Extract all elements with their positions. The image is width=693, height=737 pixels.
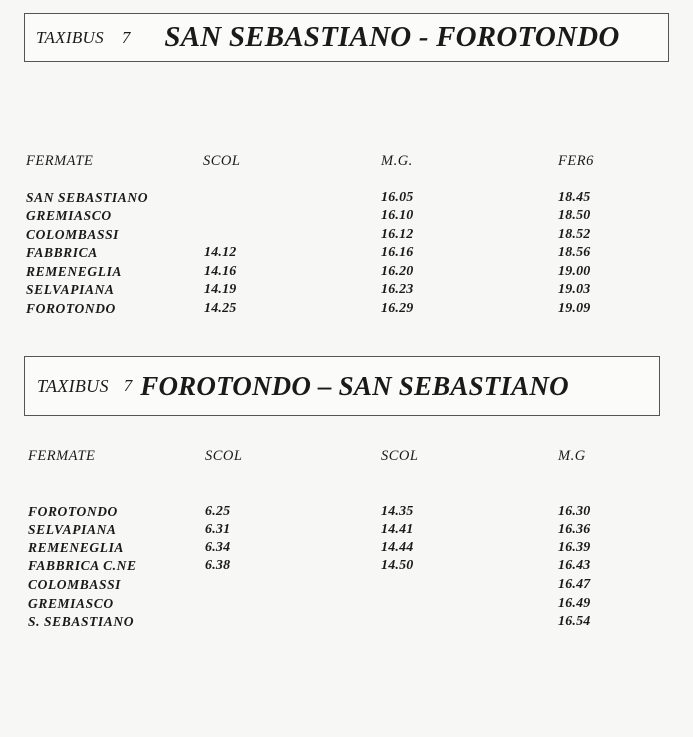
t2-header-mg: M.G <box>558 448 586 464</box>
t2-mg: 16.47 <box>558 577 591 592</box>
t1-mg: 16.12 <box>381 227 414 242</box>
timetable-1-number: 7 <box>121 27 131 47</box>
t2-mg: 16.43 <box>558 558 591 573</box>
t1-stop: GREMIASCO <box>26 208 112 223</box>
t2-mg: 16.30 <box>558 504 591 519</box>
t2-header-scol-2: SCOL <box>381 448 419 464</box>
t1-fer6: 18.45 <box>558 190 591 205</box>
t1-mg: 16.20 <box>381 264 414 279</box>
timetable-2-title-box <box>24 356 660 416</box>
t2-mg: 16.36 <box>558 522 591 537</box>
t1-fer6: 18.50 <box>558 208 591 223</box>
t1-stop: REMENEGLIA <box>26 264 123 279</box>
t2-scol-1: 6.38 <box>205 558 231 573</box>
t1-header-mg: M.G. <box>381 153 413 169</box>
timetable-1-label: TAXIBUS <box>36 27 104 47</box>
t1-stop: SELVAPIANA <box>26 282 115 297</box>
t2-stop: FOROTONDO <box>28 504 118 519</box>
t1-stop: SAN SEBASTIANO <box>26 190 149 205</box>
t1-mg: 16.10 <box>381 208 414 223</box>
t2-scol-2: 14.50 <box>381 558 414 573</box>
t2-header-scol-1: SCOL <box>205 448 243 464</box>
t1-scol: 14.16 <box>204 264 237 279</box>
t1-header-scol: SCOL <box>203 153 241 169</box>
t2-stop: S. SEBASTIANO <box>28 614 135 629</box>
t1-mg: 16.16 <box>381 245 414 260</box>
t1-header-fer6: FER6 <box>558 153 594 169</box>
t2-scol-1: 6.25 <box>205 504 231 519</box>
t2-mg: 16.49 <box>558 596 591 611</box>
t1-fer6: 19.09 <box>558 301 591 316</box>
t2-scol-1: 6.34 <box>205 540 231 555</box>
t1-fer6: 18.56 <box>558 245 591 260</box>
t1-stop: FABBRICA <box>26 245 98 260</box>
t1-mg: 16.05 <box>381 190 414 205</box>
t2-stop: GREMIASCO <box>28 596 114 611</box>
t1-scol: 14.25 <box>204 301 237 316</box>
timetable-2-number: 7 <box>123 376 133 395</box>
t2-stop: FABBRICA C.NE <box>28 558 137 573</box>
t1-stop: FOROTONDO <box>26 301 116 316</box>
t1-stop: COLOMBASSI <box>26 227 120 242</box>
t2-header-fermate: FERMATE <box>28 448 96 464</box>
t1-scol: 14.12 <box>204 245 237 260</box>
t2-mg: 16.39 <box>558 540 591 555</box>
t2-mg: 16.54 <box>558 614 591 629</box>
t2-scol-1: 6.31 <box>205 522 231 537</box>
t1-mg: 16.23 <box>381 282 414 297</box>
t2-stop: SELVAPIANA <box>28 522 117 537</box>
t2-stop: REMENEGLIA <box>28 540 125 555</box>
t2-scol-2: 14.35 <box>381 504 414 519</box>
timetable-2-label: TAXIBUS <box>37 375 109 396</box>
t2-scol-2: 14.41 <box>381 522 414 537</box>
t1-scol: 14.19 <box>204 282 237 297</box>
t1-fer6: 18.52 <box>558 227 591 242</box>
timetable-2-route: FOROTONDO – SAN SEBASTIANO <box>140 370 569 401</box>
t1-fer6: 19.00 <box>558 264 591 279</box>
timetable-1-title-box <box>24 13 669 62</box>
t2-scol-2: 14.44 <box>381 540 414 555</box>
t1-header-fermate: FERMATE <box>26 153 94 169</box>
t1-fer6: 19.03 <box>558 282 591 297</box>
t2-stop: COLOMBASSI <box>28 577 122 592</box>
timetable-1-route: SAN SEBASTIANO - FOROTONDO <box>164 21 620 53</box>
t1-mg: 16.29 <box>381 301 414 316</box>
